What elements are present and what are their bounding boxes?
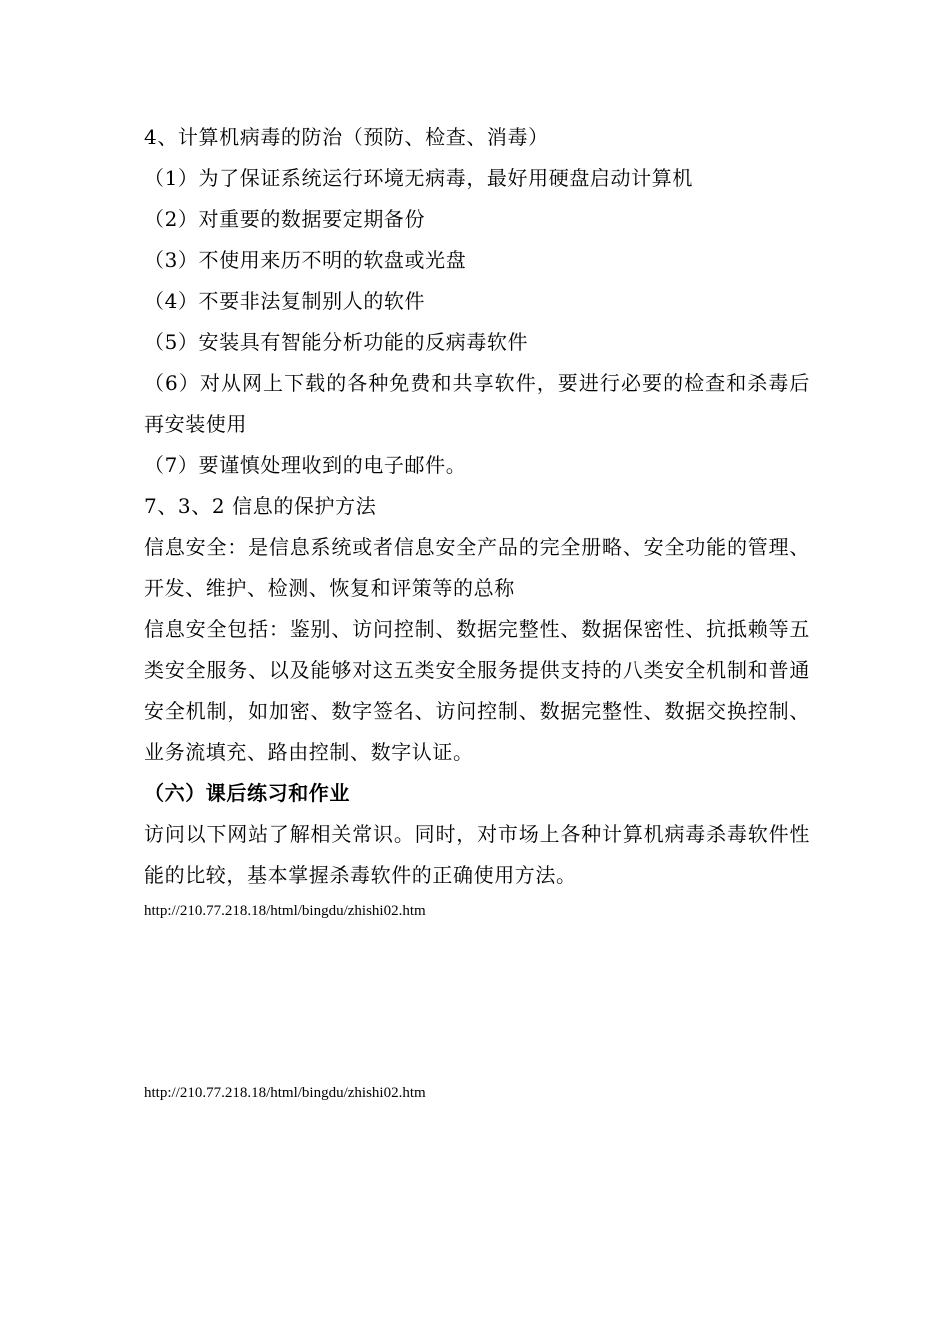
section-heading: 7、3、2 信息的保护方法	[144, 494, 377, 518]
list-item: （4）不要非法复制别人的软件	[144, 289, 426, 313]
list-item: （2）对重要的数据要定期备份	[144, 207, 426, 231]
heading-prevention: 4、计算机病毒的防治（预防、检查、消毒）	[144, 125, 549, 149]
list-item: （5）安装具有智能分析功能的反病毒软件	[144, 330, 529, 354]
homework-text: 访问以下网站了解相关常识。同时，对市场上各种计算机病毒杀毒软件性能的比较，基本掌握杀毒软件的正确使用方法。	[144, 822, 810, 887]
paragraph-definition: 信息安全：是信息系统或者信息安全产品的完全册略、安全功能的管理、开发、维护、检测、恢复和评策等的总称	[144, 535, 810, 600]
document-body	[144, 117, 810, 1103]
list-item: （1）为了保证系统运行环境无病毒，最好用硬盘启动计算机	[144, 166, 693, 190]
list-item: （7）要谨慎处理收到的电子邮件。	[144, 453, 467, 477]
paragraph-includes: 信息安全包括：鉴别、访问控制、数据完整性、数据保密性、抗抵赖等五类安全服务、以及能够对这五类安全服务提供支持的八类安全机制和普通安全机制，如加密、数字签名、访问控制、数据完整性、数据交换控制、业务流填充、路由控制、数字认证。	[144, 617, 810, 764]
url-link[interactable]: http://210.77.218.18/html/bingdu/zhishi02.htm	[144, 903, 426, 919]
url-link[interactable]: http://210.77.218.18/html/bingdu/zhishi02.htm	[144, 1085, 426, 1101]
list-item: （3）不使用来历不明的软盘或光盘	[144, 248, 467, 272]
list-item: （6）对从网上下载的各种免费和共享软件，要进行必要的检查和杀毒后再安装使用	[144, 371, 810, 436]
homework-heading: （六）课后练习和作业	[144, 781, 350, 805]
